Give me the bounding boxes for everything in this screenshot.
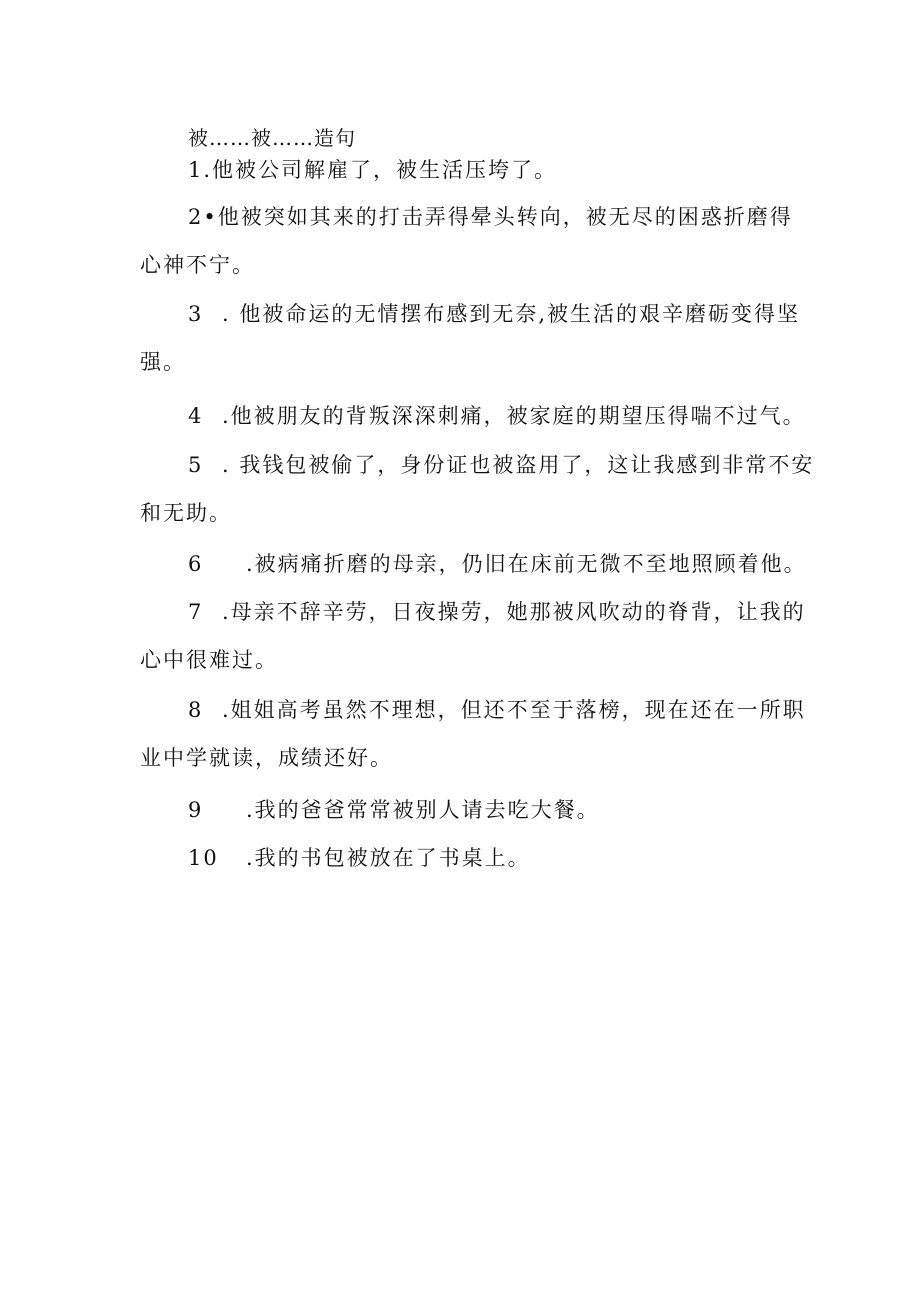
list-item: [140, 193, 800, 289]
item-first-line: [140, 540, 807, 588]
item-text: .被病痛折磨的母亲，仍旧在床前无微不至地照顾着他。: [246, 552, 807, 576]
item-number: 3: [188, 302, 204, 326]
item-text: .他被朋友的背叛深深刺痛，被家庭的期望压得喘不过气。: [222, 404, 806, 428]
list-item: [140, 540, 807, 588]
list-item: [140, 786, 800, 834]
item-continuation-line: 强。: [140, 350, 186, 374]
item-first-line: [140, 686, 806, 734]
item-text: 他被公司解雇了，被生活压垮了。: [212, 158, 558, 182]
list-item: [140, 392, 806, 440]
item-text: 他被突如其来的打击弄得晕头转向，被无尽的困惑折磨得: [217, 205, 793, 229]
list-item: [140, 290, 800, 386]
item-continuation-line: 和无助。: [140, 501, 232, 525]
item-text: .姐姐高考虽然不理想，但还不至于落榜，现在还在一所职: [222, 698, 806, 722]
list-item: [140, 686, 806, 782]
list-item: [140, 588, 806, 684]
item-number: 5: [188, 453, 204, 477]
item-continuation-line: 心神不宁。: [140, 253, 255, 277]
item-first-line: [140, 290, 800, 338]
item-number: 7: [188, 600, 204, 624]
item-first-line: [140, 834, 800, 882]
item-first-line: [140, 786, 800, 834]
item-first-line: [140, 441, 815, 489]
item-text: . 他被命运的无情摆布感到无奈,被生活的艰辛磨砺变得坚: [222, 302, 801, 326]
item-first-line: [140, 588, 806, 636]
item-number: 2•: [188, 205, 218, 229]
list-item: [140, 441, 815, 537]
item-first-line: [140, 392, 806, 440]
item-number: 6: [188, 552, 204, 576]
item-continuation-line: 业中学就读，成绩还好。: [140, 746, 393, 770]
item-text: . 我钱包被偷了，身份证也被盗用了，这让我感到非常不安: [222, 453, 815, 477]
item-text: .我的爸爸常常被别人请去吃大餐。: [246, 798, 600, 822]
item-number: 8: [188, 698, 204, 722]
list-item: [140, 834, 800, 882]
item-text: .我的书包被放在了书桌上。: [246, 846, 531, 870]
item-first-line: [140, 146, 800, 194]
item-text: .母亲不辞辛劳，日夜操劳，她那被风吹动的脊背，让我的: [222, 600, 806, 624]
item-number: 10: [188, 846, 219, 870]
document-title: 被……被……造句: [188, 126, 356, 150]
item-continuation-line: 心中很难过。: [140, 648, 278, 672]
item-number: 4: [188, 404, 204, 428]
item-first-line: [140, 193, 800, 241]
list-item: [140, 146, 800, 194]
item-number: 1.: [188, 158, 213, 182]
item-number: 9: [188, 798, 204, 822]
